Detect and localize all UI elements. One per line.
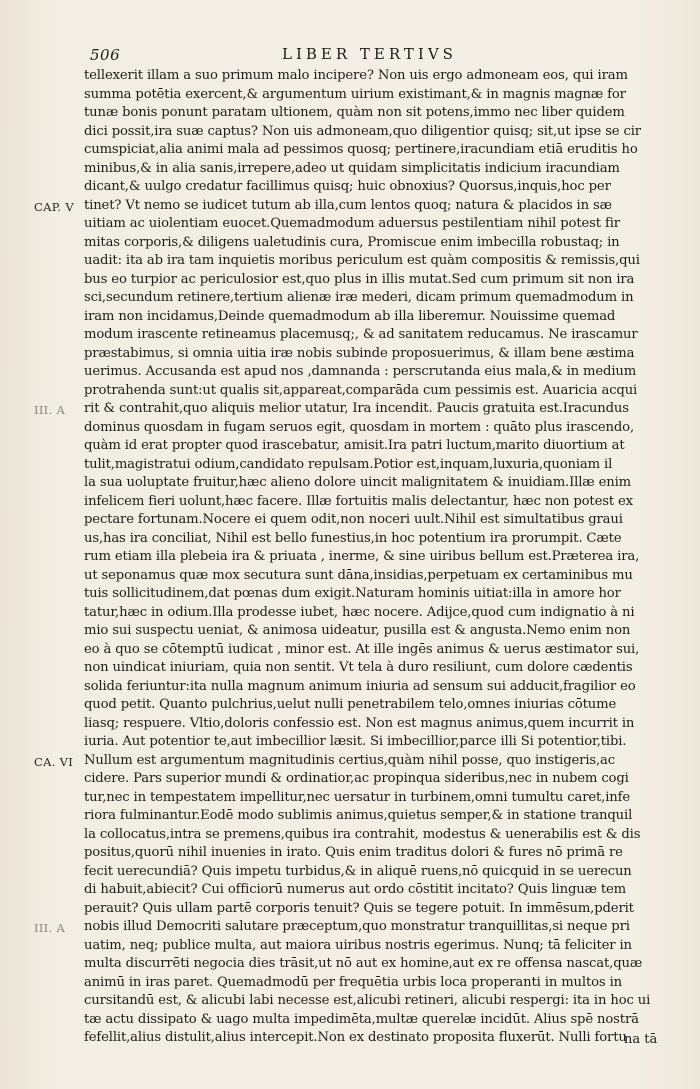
- text-line: la collocatus,intra se premens,quibus ira contrahit, modestus & uenerabilis est & dis: [84, 826, 641, 842]
- text-line: di habuit,abiecit? Cui officiorū numerus aut ordo cōstitit incitato? Quis linguæ tem: [84, 882, 627, 897]
- text-line: positus,quorū nihil inuenies in irato. Quis enim traditus dolori & fures nō primā re: [84, 845, 623, 860]
- text-line: uatim, neq; publice multa, aut maiora uiribus nostris egerimus. Nunq; tā feliciter in: [84, 937, 632, 953]
- text-line: bus eo turpior ac periculosior est,quo plus in illis mutat.Sed cum primum sit non ira: [84, 271, 635, 287]
- text-line: animū in iras paret. Quemadmodū per frequētia urbis loca properanti in multos in: [84, 974, 622, 990]
- text-line: præstabimus, si omnia uitia iræ nobis subinde proposuerimus, & illam bene æstima: [84, 345, 635, 361]
- text-line: tellexerit illam a suo primum malo incipere? Non uis ergo admoneam eos, qui iram: [84, 68, 628, 83]
- text-line: summa potētia exercent,& argumentum uirium existimant,& in magnis magnæ for: [84, 86, 626, 102]
- folio-number: 506: [90, 46, 121, 64]
- text-line: us,has ira conciliat, Nihil est bello funestius,in hoc potentium ira prorumpit. Cæte: [84, 530, 622, 546]
- text-line: rit & contrahit,quo aliquis melior utatur, Ira incendit. Paucis gratuita est.Iracundus: [84, 401, 629, 416]
- text-line: rum etiam illa plebeia ira & priuata , inerme, & sine uiribus bellum est.Præterea ira,: [84, 549, 640, 564]
- margin-note: CA. VI: [34, 754, 74, 769]
- text-line: cursitandū est, & alicubi labi necesse est,alicubi retineri, alicubi respergi: ita in hoc ui: [84, 993, 651, 1008]
- text-line: fecit uerecundiā? Quis impetu turbidus,& in aliquē ruens,nō quicquid in se uerecun: [84, 863, 632, 879]
- text-line: mio sui suspectu ueniat, & animosa uideatur, pusilla est & angusta.Nemo enim non: [84, 623, 631, 638]
- text-line: eo à quo se cōtemptū iudicat , minor est. At ille ingēs animus & uerus æstimator sui,: [84, 641, 640, 657]
- text-line: protrahenda sunt:ut qualis sit,appareat,comparāda cum pessimis est. Auaricia acqui: [84, 382, 638, 398]
- margin-note: III. A: [34, 921, 66, 935]
- text-line: iram non incidamus,Deinde quemadmodum ab illa liberemur. Nouissime quemad: [84, 308, 616, 324]
- text-line: quàm id erat propter quod irascebatur, amisit.Ira patri luctum,marito diuortium at: [84, 438, 625, 453]
- margin-note: CAP. V: [34, 199, 74, 214]
- text-line: multa discurrēti negocia dies trāsit,ut nō aut ex homine,aut ex re offensa nascat,quæ: [84, 956, 643, 971]
- text-line: infelicem fieri uolunt,hæc facere. Illæ fortuitis malis delectantur, hæc non potest ex: [84, 493, 633, 509]
- text-line: cidere. Pars superior mundi & ordinatior,ac propinqua sideribus,nec in nubem cogi: [84, 771, 629, 786]
- text-line: tatur,hæc in odium.Illa prodesse iubet, hæc nocere. Adijce,quod cum indignatio à ni: [84, 604, 635, 620]
- text-line: fefellit,alius distulit,alius intercepit.Non ex destinato proposita fluxerūt. Nulli fortu: [84, 1030, 627, 1045]
- text-line: quod petit. Quanto pulchrius,uelut nulli penetrabilem telo,omnes iniurias cōtume: [84, 697, 617, 712]
- text-line: tinet? Vt nemo se iudicet tutum ab illa,cum lentos quoq; natura & placidos in sæ: [84, 197, 612, 213]
- text-line: dici possit,ira suæ captus? Non uis admoneam,quo diligentior quisq; sit,ut ipse se cir: [84, 123, 641, 139]
- text-line: tulit,magistratui odium,candidato repulsam.Potior est,inquam,luxuria,quoniam il: [84, 456, 613, 472]
- text-line: Nullum est argumentum magnitudinis certius,quàm nihil posse, quo instigeris,ac: [84, 752, 615, 768]
- text-line: uadit: ita ab ira tam inquietis moribus periculum est quàm compositis & remissis,qui: [84, 253, 640, 268]
- text-line: iuria. Aut potentior te,aut imbecillior læsit. Si imbecillior,parce illi Si potentior,tibi.: [84, 734, 627, 749]
- text-line: sci,secundum retinere,tertium alienæ iræ mederi, dicam primum quemadmodum in: [84, 290, 634, 305]
- text-line: tuis sollicitudinem,dat pœnas dum exigit.Naturam hominis uitiat:illa in amore hor: [84, 586, 621, 601]
- text-line: minibus,& in alia sanis,irrepere,adeo ut quidam simplicitatis indicium iracundiam: [84, 160, 620, 176]
- text-line: dicant,& uulgo credatur facillimus quisq; huic obnoxius? Quorsus,inquis,hoc per: [84, 179, 611, 194]
- text-line: modum irascente retineamus placemusq;, & ad sanitatem reducamus. Ne irascamur: [84, 327, 638, 342]
- text-line: solida feriuntur:ita nulla magnum animum iniuria ad sensum sui adducit,fragilior eo: [84, 678, 636, 694]
- catchword: na tā: [624, 1032, 658, 1047]
- text-line: perauit? Quis ullam partē corporis tenuit? Quis se tegere potuit. In immēsum,pderit: [84, 900, 634, 916]
- text-line: cumspiciat,alia animi mala ad pessimos quosq; pertinere,iracundiam etiā eruditis ho: [84, 142, 638, 157]
- text-line: la sua uoluptate fruitur,hæc alieno dolore uincit malignitatem & inuidiam.Illæ enim: [84, 475, 631, 490]
- text-line: liasq; respuere. Vltio,doloris confessio est. Non est magnus animus,quem incurrit in: [84, 715, 635, 731]
- text-line: mitas corporis,& diligens ualetudinis cura, Promiscue enim imbecilla robustaq; in: [84, 234, 620, 250]
- text-line: ut seponamus quæ mox secutura sunt dāna,insidias,perpetuam ex certaminibus mu: [84, 567, 633, 583]
- text-line: uerimus. Accusanda est apud nos ,damnanda : perscrutanda eius mala,& in medium: [84, 364, 637, 379]
- text-line: nobis illud Democriti salutare præceptum,quo monstratur tranquillitas,si neque pri: [84, 919, 630, 934]
- text-line: dominus quosdam in fugam seruos egit, quosdam in mortem : quāto plus irascendo,: [84, 419, 635, 435]
- text-line: tur,nec in tempestatem impellitur,nec uersatur in turbinem,omni tumultu caret,infe: [84, 789, 630, 805]
- margin-note: III. A: [34, 403, 66, 417]
- text-line: pectare fortunam.Nocere ei quem odit,non noceri uult.Nihil est simultatibus graui: [84, 512, 623, 527]
- text-block: [84, 67, 656, 1048]
- text-line: tunæ bonis ponunt paratam ultionem, quàm non sit potens,immo nec liber quidem: [84, 105, 625, 120]
- text-line: riora fulminantur.Eodē modo sublimis animus,quietus semper,& in statione tranquil: [84, 808, 633, 823]
- text-line: tæ actu dissipato & uago multa impedimēta,multæ querelæ incidūt. Alius spē nostrā: [84, 1011, 639, 1027]
- running-title: LIBER TERTIVS: [282, 45, 457, 63]
- text-line: uitiam ac uiolentiam euocet.Quemadmodum aduersus pestilentiam nihil potest fir: [84, 216, 620, 231]
- text-line: non uindicat iniuriam, quia non sentit. Vt tela à duro resiliunt, cum dolore cædentis: [84, 660, 633, 675]
